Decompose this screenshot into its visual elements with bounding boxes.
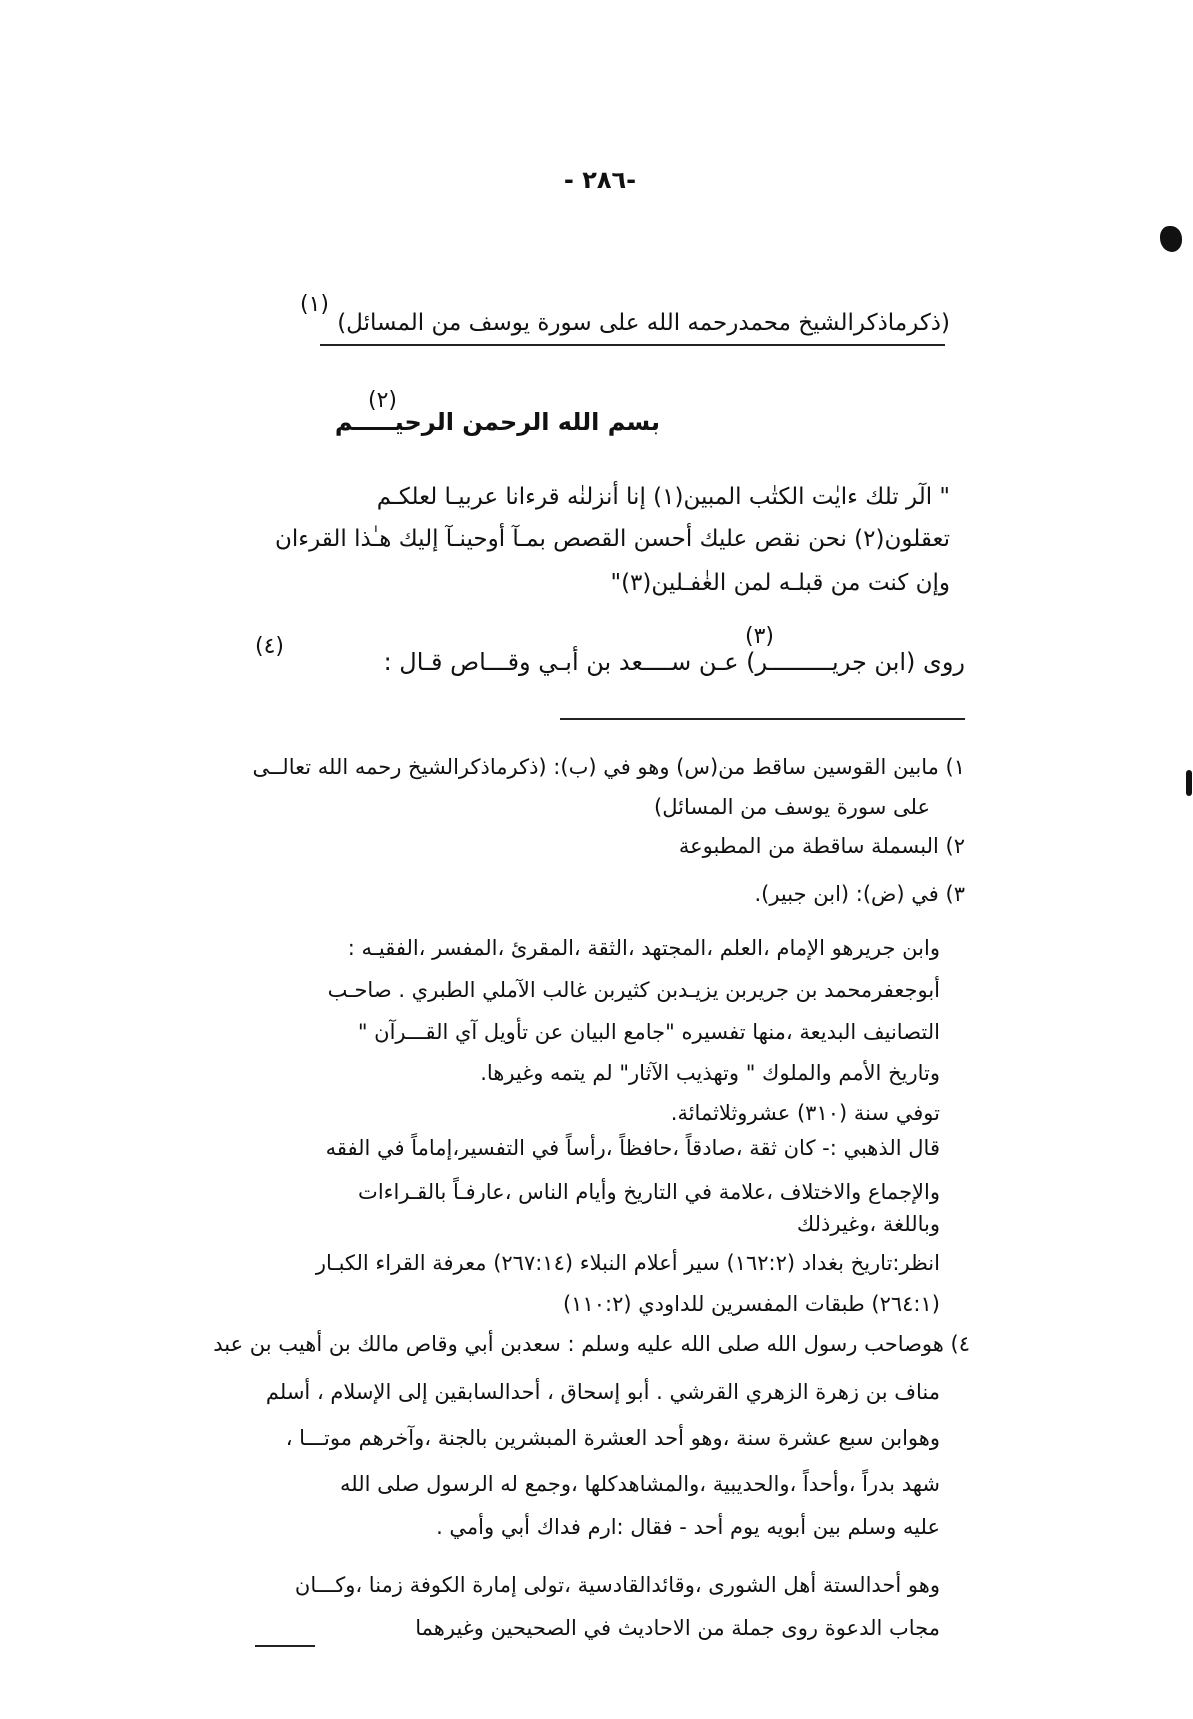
page-number: -٢٨٦ -	[563, 166, 637, 194]
footnote-4-line-2: مناف بن زهرة الزهري القرشي . أبو إسحاق ، أحدالسابقين إلى الإسلام ، أسلم	[265, 1380, 940, 1404]
footnote-3-line-10: انظر:تاريخ بغداد (١٦٢:٢) سير أعلام النبلاء (٢٦٧:١٤) معرفة القراء الكبـار	[315, 1251, 940, 1275]
footnote-3-line-9: وباللغة ،وغيرذلك	[796, 1212, 940, 1236]
footnote-4-line-7: مجاب الدعوة روى جملة من الاحاديث في الصحيحين وغيرهما	[415, 1616, 940, 1640]
verse-line-1: " الٓر تلك ءايٰت الكتٰب المبين(١) إنا أنزلنٰه قرءانا عربيـا لعلكـم	[376, 484, 950, 510]
footnote-3-line-4: التصانيف البديعة ،منها تفسيره "جامع البيان عن تأويل آي القـــرآن "	[357, 1020, 940, 1044]
scan-blot-top-right	[1160, 226, 1182, 252]
basmala: بسم الله الرحمن الرحيـــــم	[334, 408, 660, 436]
footnote-1-line-2: على سورة يوسف من المسائل)	[654, 795, 930, 819]
footnote-4-line-5: عليه وسلم بين أبويه يوم أحد - فقال :ارم فداك أبي وأمي .	[436, 1515, 940, 1539]
closing-underline	[255, 1645, 315, 1647]
basmala-footnote-marker: (٢)	[368, 388, 398, 413]
heading-footnote-marker: (١)	[300, 292, 330, 317]
footnote-separator	[560, 718, 965, 720]
verse-line-2: تعقلون(٢) نحن نقص عليك أحسن القصص بمـآ أوحينـآ إليك هـٰذا القرءان	[274, 526, 950, 552]
footnote-4-line-1: ٤) هوصاحب رسول الله صلى الله عليه وسلم : سعدبن أبي وقاص مالك بن أهيب بن عبد	[213, 1332, 970, 1356]
footnote-3-line-6: توفي سنة (٣١٠) عشروثلاثمائة.	[670, 1101, 940, 1125]
narration-line: روى (ابن جريـــــــــر) عـن ســــعد بن أبـي وقـــاص قـال :	[383, 648, 965, 676]
footnote-3-line-11: (٢٦٤:١) طبقات المفسرين للداودي (١١٠:٢)	[562, 1292, 940, 1316]
footnote-3-line-7: قال الذهبي :- كان ثقة ،صادقاً ،حافظاً ،رأساً في التفسير،إماماً في الفقه	[325, 1136, 940, 1160]
footnote-4-line-3: وهوابن سبع عشرة سنة ،وهو أحد العشرة المبشرين بالجنة ،وآخرهم موتـــا ،	[285, 1426, 940, 1450]
narration-footnote-marker-4: (٤)	[255, 634, 285, 659]
footnote-3-line-8: والإجماع والاختلاف ،علامة في التاريخ وأيام الناس ،عارفـاً بالقـراءات	[358, 1180, 940, 1204]
footnote-3-line-3: أبوجعفرمحمد بن جريربن يزيـدبن كثيربن غالب الآملي الطبري . صاحـب	[327, 978, 940, 1002]
footnote-4-line-4: شهد بدراً ،وأحداً ،والحديبية ،والمشاهدكلها ،وجمع له الرسول صلى الله	[340, 1472, 940, 1496]
footnote-2: ٢) البسملة ساقطة من المطبوعة	[678, 834, 965, 858]
scan-mark-right-edge	[1186, 770, 1192, 796]
footnote-3-line-5: وتاريخ الأمم والملوك " وتهذيب الآثار" لم يتمه وغيرها.	[480, 1061, 940, 1085]
heading-underline	[320, 344, 945, 346]
verse-line-3: وإن كنت من قبلـه لمن الغٰفـلين(٣)"	[610, 570, 950, 596]
footnote-1-line-1: ١) مابين القوسين ساقط من(س) وهو في (ب): (ذكرماذكرالشيخ رحمه الله تعالــى	[252, 755, 965, 779]
footnote-3-line-2: وابن جريرهو الإمام ،العلم ،المجتهد ،الثقة ،المقرئ ،المفسر ،الفقيـه :	[347, 936, 940, 960]
footnote-3-line-1: ٣) في (ض): (ابن جبير).	[754, 882, 965, 906]
heading-title: (ذكرماذكرالشيخ محمدرحمه الله على سورة يوسف من المسائل)	[337, 310, 950, 336]
narration-footnote-marker-3: (٣)	[745, 624, 775, 649]
footnote-4-line-6: وهو أحدالستة أهل الشورى ،وقائدالقادسية ،تولى إمارة الكوفة زمنا ،وكـــان	[294, 1573, 940, 1597]
